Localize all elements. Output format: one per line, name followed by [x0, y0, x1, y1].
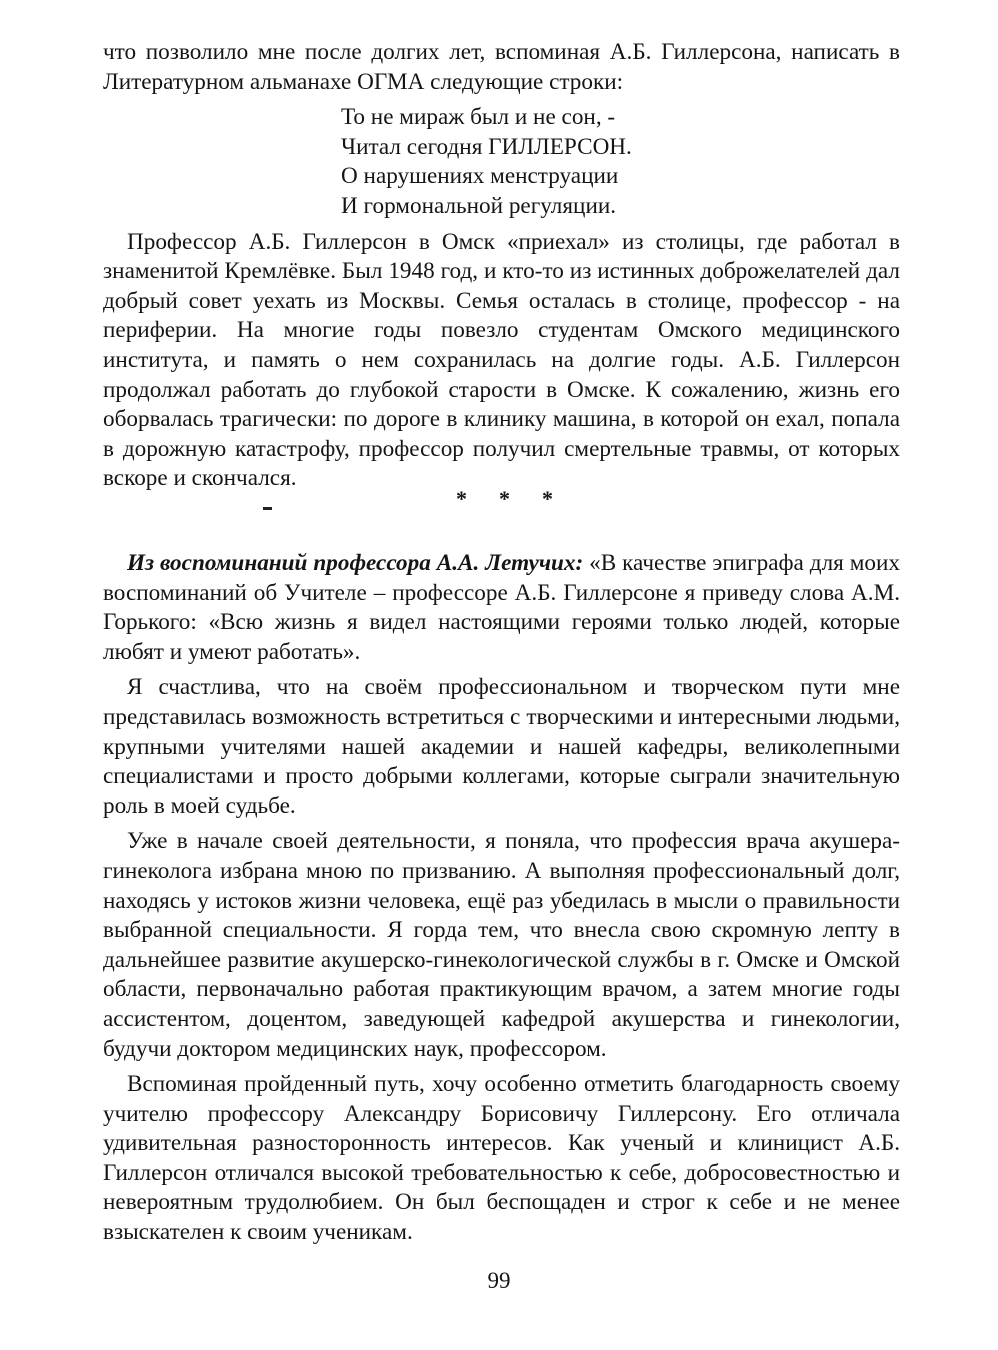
memoir-source-lead: Из воспоминаний профессора А.А. Летучих:	[127, 550, 584, 576]
memoir-paragraph-3: Уже в начале своей деятельности, я поняла, что профессия врача акушера-гинеколога избрана мною по призванию. А выполняя профессиональный долг, находясь у истоков жизни человека, ещё раз убедилась в мысли о правильности выбранной специальности. Я горда тем, что внесла свою скромную лепту в дальнейшее развитие акушерско-гинекологической службы в г. Омске и Омской области, первоначально работая практикующим врачом, а затем многие годы ассистентом, доцентом, заведующей кафедрой акушерства и гинекологии, будучи доктором медицинских наук, профессором.	[103, 828, 900, 1062]
verse-line-4: И гормональной регуляции.	[341, 192, 617, 219]
biography-paragraph: Профессор А.Б. Гиллерсон в Омск «приехал» из столицы, где работал в знаменитой Кремлёвке. Был 1948 год, и кто-то из истинных доброжелателей дал добрый совет уехать из Москвы. Семья осталась в столице, профессор - на периферии. На многие годы повезло студентам Омского медицинского института, и память о нем сохранилась на долгие годы. А.Б. Гиллерсон продолжал работать до глубокой старости в Омске. К сожалению, жизнь его оборвалась трагически: по дороге в клинику машина, в которой он ехал, попала в дорожную катастрофу, профессор получил смертельные травмы, от которых вскоре и скончался.	[103, 228, 900, 492]
separator-star-2: *	[499, 486, 510, 511]
memoir-intro-rest: «В качестве эпиграфа для моих воспоминаний об Учителе – профессоре А.Б. Гиллерсоне я приведу слова А.М. Горького: «Всю жизнь я видел настоящими героями только людей, которые любят и умеют работать».	[103, 550, 900, 665]
memoir-paragraph-2: Я счастлива, что на своём профессиональном и творческом пути мне представилась возможность встретиться с творческими и интересными людьми, крупными учителями нашей академии и нашей кафедры, великолепными специалистами и просто добрыми коллегами, которые сыграли значительную роль в моей судьбе.	[103, 674, 900, 819]
verse-line-3: О нарушениях менструации	[341, 163, 619, 190]
poem-verse	[103, 103, 900, 221]
stray-print-mark	[263, 507, 272, 510]
verse-line-1: То не мираж был и не сон, -	[341, 104, 616, 131]
section-separator	[440, 486, 570, 510]
bottom-text-block	[103, 549, 900, 1254]
separator-star-3: *	[542, 486, 553, 511]
top-text-block	[103, 38, 900, 500]
memoir-intro-paragraph	[103, 549, 900, 667]
separator-star-1: *	[456, 486, 467, 511]
verse-line-2: Читал сегодня ГИЛЛЕРСОН.	[341, 133, 632, 160]
intro-paragraph: что позволило мне после долгих лет, вспоминая А.Б. Гиллерсона, написать в Литературном альманахе ОГМА следующие строки:	[103, 39, 900, 95]
memoir-paragraph-4: Вспоминая пройденный путь, хочу особенно отметить благодарность своему учителю профессору Александру Борисовичу Гиллерсону. Его отличала удивительная разносторонность интересов. Как ученый и клиницист А.Б. Гиллерсон отличался высокой требовательностью к себе, добросовестностью и невероятным трудолюбием. Он был беспощаден и строг к себе и не менее взыскателен к своим ученикам.	[103, 1071, 900, 1246]
page-number: 99	[487, 1268, 511, 1293]
